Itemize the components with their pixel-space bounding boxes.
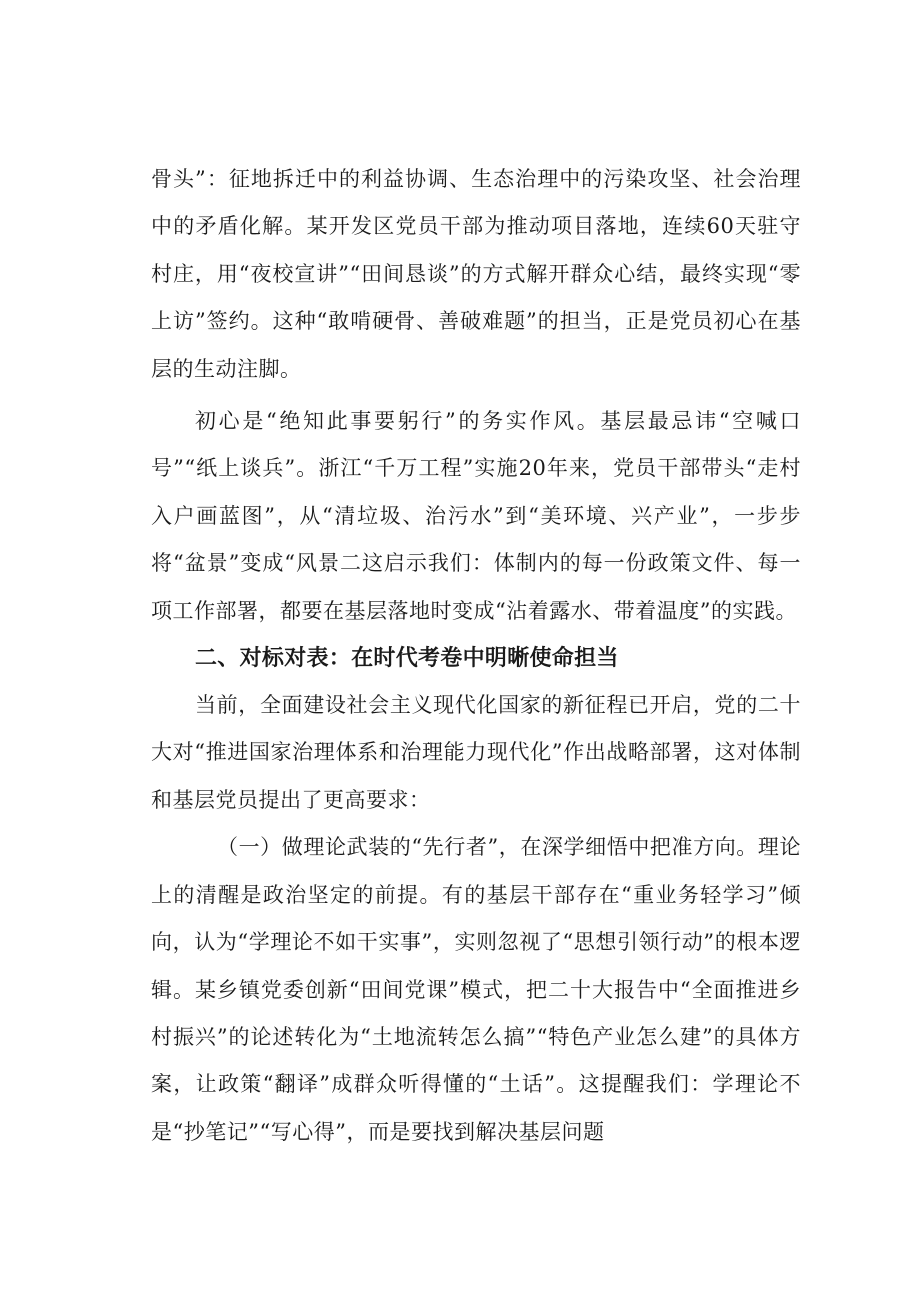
document-body <box>151 156 801 1156</box>
paragraph-theory-pioneer: （一）做理论武装的“先行者”，在深学细悟中把准方向。理论上的清醒是政治坚定的前提。有的基层干部存在“重业务轻学习”倾向，认为“学理论不如干实事”，实则忽视了“思想引领行动”的根本逻辑。某乡镇党委创新“田间党课”模式，把二十大报告中“全面推进乡村振兴”的论述转化为“土地流转怎么搞”“特色产业怎么建”的具体方案，让政策“翻译”成群众听得懂的“土话”。这提醒我们：学理论不是“抄笔记”“写心得”，而是要找到解决基层问题 <box>151 835 801 1144</box>
paragraph-continued: 骨头”：征地拆迁中的利益协调、生态治理中的污染攻坚、社会治理中的矛盾化解。某开发区党员干部为推动项目落地，连续60天驻守村庄，用“夜校宣讲”“田间恳谈”的方式解开群众心结，最终实现“零上访”签约。这种“敢啃硬骨、善破难题”的担当，正是党员初心在基层的生动注脚。 <box>151 167 801 381</box>
section-heading: 二、对标对表：在时代考卷中明晰使命担当 <box>195 646 619 672</box>
paragraph-intro: 当前，全面建设社会主义现代化国家的新征程已开启，党的二十大对“推进国家治理体系和治理能力现代化”作出战略部署，这对体制和基层党员提出了更高要求： <box>151 693 801 812</box>
paragraph-practical-style: 初心是“绝知此事要躬行”的务实作风。基层最忌讳“空喊口号”“纸上谈兵”。浙江“千万工程”实施20年来，党员干部带头“走村入户画蓝图”，从“清垃圾、治污水”到“美环境、兴产业”，一步步将“盆景”变成“风景二这启示我们：体制内的每一份政策文件、每一项工作部署，都要在基层落地时变成“沾着露水、带着温度”的实践。 <box>151 409 801 623</box>
